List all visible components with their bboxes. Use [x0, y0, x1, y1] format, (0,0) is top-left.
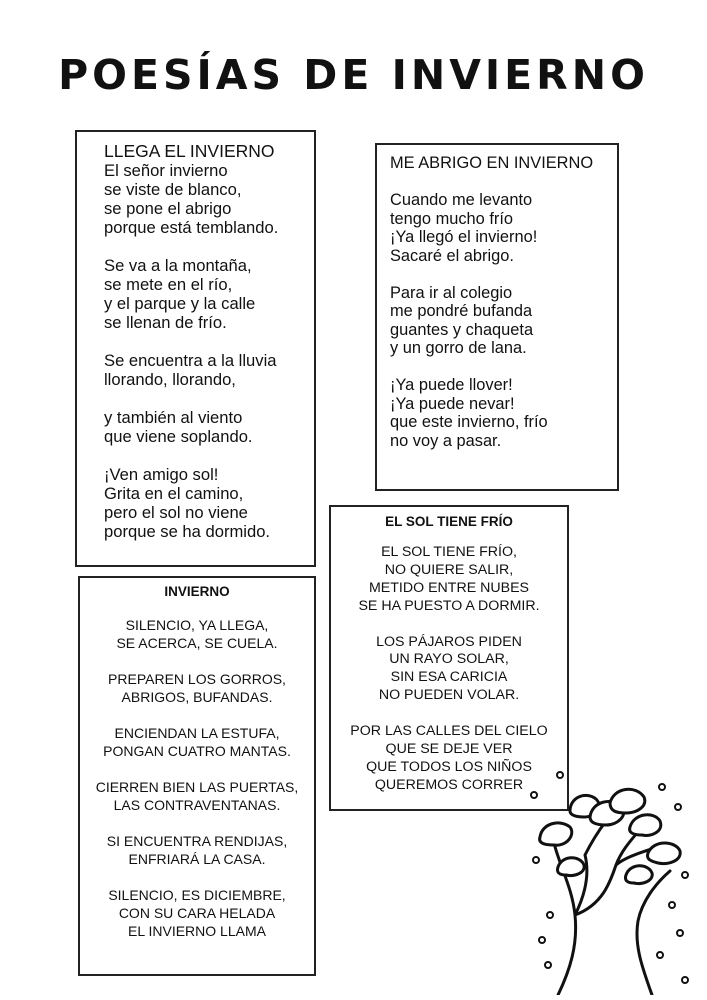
- poem-title: INVIERNO: [164, 584, 230, 599]
- poem-title: LLEGA EL INVIERNO: [104, 141, 275, 161]
- poem-box-invierno: [78, 576, 316, 976]
- poem-box-llega-el-invierno: [75, 130, 316, 567]
- poem-text: SILENCIO, YA LLEGA, SE ACERCA, SE CUELA. PREPAREN LOS GORROS, ABRIGOS, BUFANDAS. ENCIENDAN LA ESTUFA, PONGAN CUATRO MANTAS. CIERREN BIEN LAS PUERTAS, LAS CONTRAVENTANAS. SI ENCUENTRA RENDIJAS, ENFRIARÁ LA CASA. SILENCIO, ES DICIEMBRE, CON SU CARA HELADA EL INVIERNO LLAMA: [95, 617, 299, 939]
- poem-box-me-abrigo-en-invierno: [375, 143, 619, 491]
- poem-title: EL SOL TIENE FRÍO: [385, 514, 513, 529]
- poem-title: ME ABRIGO EN INVIERNO: [390, 154, 594, 172]
- poem-text: Cuando me levanto tengo mucho frío ¡Ya llegó el invierno! Sacaré el abrigo. Para ir al colegio me pondré bufanda guantes y chaqueta y un gorro de lana. ¡Ya puede llover! ¡Ya puede nevar! que este invierno, frío no voy a pasar.: [390, 191, 548, 450]
- poem-text: El señor invierno se viste de blanco, se pone el abrigo porque está temblando. Se va a la montaña, se mete en el río, y el parque y la calle se llenan de frío. Se encuentra a la lluvia llorando, llorando, y también al viento que viene soplando. ¡Ven amigo sol! Grita en el camino, pero el sol no viene porque se ha dormido.: [104, 161, 279, 541]
- snowy-tree-icon: [530, 755, 705, 995]
- poem-text: EL SOL TIENE FRÍO, NO QUIERE SALIR, METIDO ENTRE NUBES SE HA PUESTO A DORMIR. LOS PÁJAROS PIDEN UN RAYO SOLAR, SIN ESA CARICIA NO PUEDEN VOLAR. POR LAS CALLES DEL CIELO QUE SE DEJE VER QUE TODOS LOS NIÑOS QUEREMOS CORRER: [350, 544, 548, 793]
- page-title: POESÍAS DE INVIERNO: [58, 51, 649, 99]
